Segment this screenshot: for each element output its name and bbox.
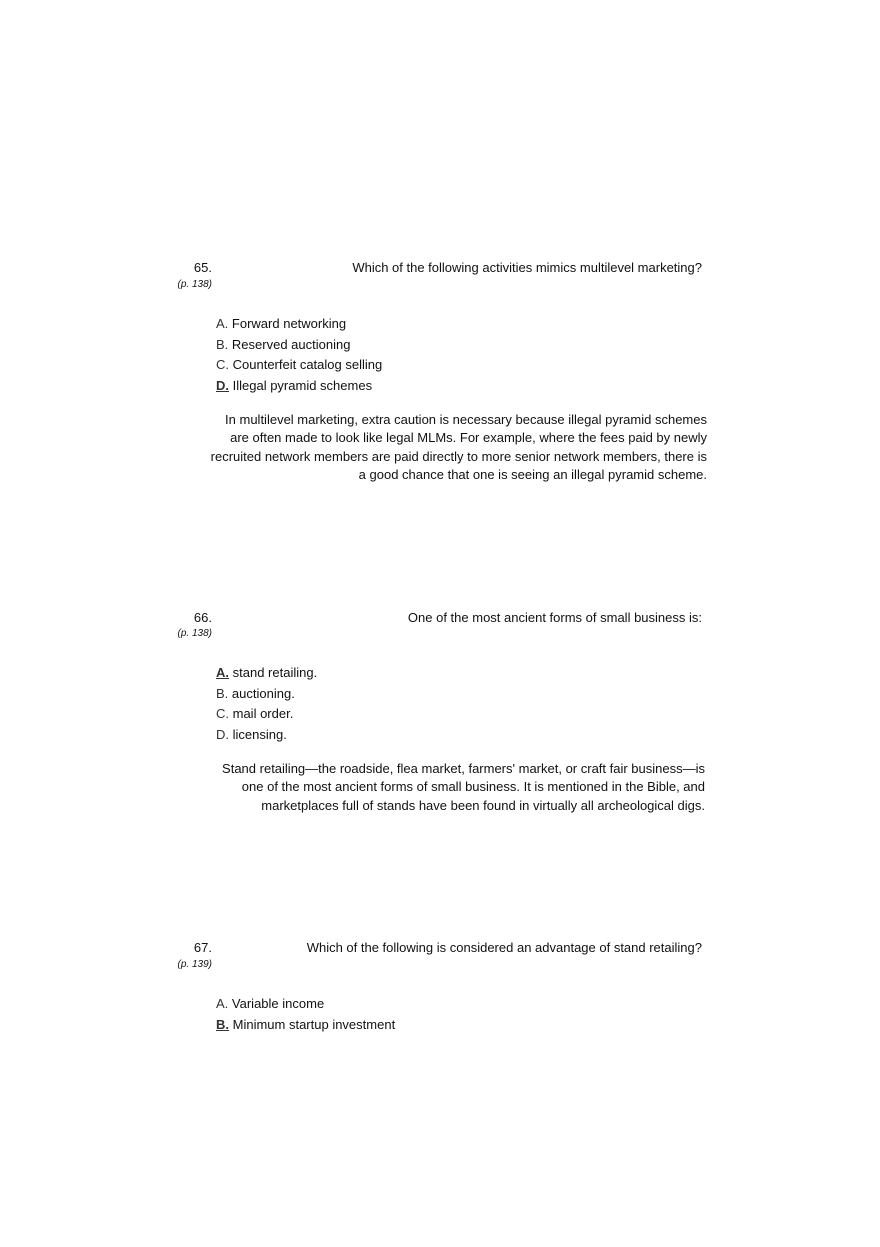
- option-letter: C.: [216, 357, 229, 372]
- option-text: stand retailing.: [232, 665, 318, 680]
- option-b: [216, 335, 382, 356]
- option-c: [216, 704, 317, 725]
- option-text: Forward networking: [231, 316, 347, 331]
- option-a: [216, 314, 382, 335]
- option-letter: D.: [216, 726, 229, 742]
- option-text: Minimum startup investment: [232, 1016, 396, 1032]
- option-text: Counterfeit catalog selling: [232, 357, 383, 372]
- page-reference: (p. 139): [177, 959, 212, 970]
- option-letter: C.: [216, 706, 229, 721]
- option-letter: B.: [216, 685, 229, 701]
- explanation-line: In multilevel marketing, extra caution is necessary because illegal pyramid schemes: [225, 412, 707, 427]
- explanation-line: marketplaces full of stands have been found in virtually all archeological digs.: [261, 797, 705, 813]
- option-a: [216, 994, 395, 1015]
- explanation-line: one of the most ancient forms of small business. It is mentioned in the Bible, and: [241, 779, 705, 795]
- option-letter: B.: [216, 1016, 229, 1032]
- option-text: auctioning.: [231, 685, 295, 701]
- explanation-line: are often made to look like legal MLMs. For example, where the fees paid by newly: [230, 430, 707, 446]
- option-d: [216, 725, 317, 746]
- page-reference: (p. 138): [177, 628, 212, 639]
- page-reference: (p. 138): [177, 279, 212, 290]
- option-letter: B.: [216, 336, 229, 352]
- option-letter: A.: [216, 316, 229, 331]
- option-c: [216, 355, 382, 376]
- answer-options: [216, 314, 382, 396]
- question-number: 66.: [193, 610, 212, 625]
- explanation: [200, 411, 707, 485]
- option-text: Reserved auctioning: [231, 336, 351, 352]
- answer-options: [216, 994, 395, 1035]
- option-a-correct: [216, 663, 317, 684]
- explanation-line: Stand retailing—the roadside, flea market, farmers' market, or craft fair business—is: [222, 761, 705, 776]
- question-text: One of the most ancient forms of small business is:: [407, 610, 702, 625]
- option-text: licensing.: [232, 726, 287, 742]
- option-letter: A.: [216, 996, 229, 1011]
- option-text: Illegal pyramid schemes: [232, 377, 373, 393]
- question-text: Which of the following activities mimics multilevel marketing?: [352, 260, 702, 275]
- option-letter: A.: [216, 665, 229, 680]
- explanation-line: recruited network members are paid directly to more senior network members, there is: [210, 448, 707, 464]
- question-text: Which of the following is considered an advantage of stand retailing?: [306, 940, 702, 955]
- explanation: [198, 760, 705, 815]
- option-letter: D.: [216, 377, 229, 393]
- answer-options: [216, 663, 317, 745]
- explanation-line: a good chance that one is seeing an illegal pyramid scheme.: [358, 467, 707, 483]
- option-text: mail order.: [232, 706, 294, 721]
- option-b-correct: [216, 1015, 395, 1036]
- question-number: 65.: [193, 260, 212, 275]
- option-b: [216, 684, 317, 705]
- option-text: Variable income: [231, 996, 325, 1011]
- question-number: 67.: [193, 940, 212, 955]
- option-d-correct: [216, 376, 382, 397]
